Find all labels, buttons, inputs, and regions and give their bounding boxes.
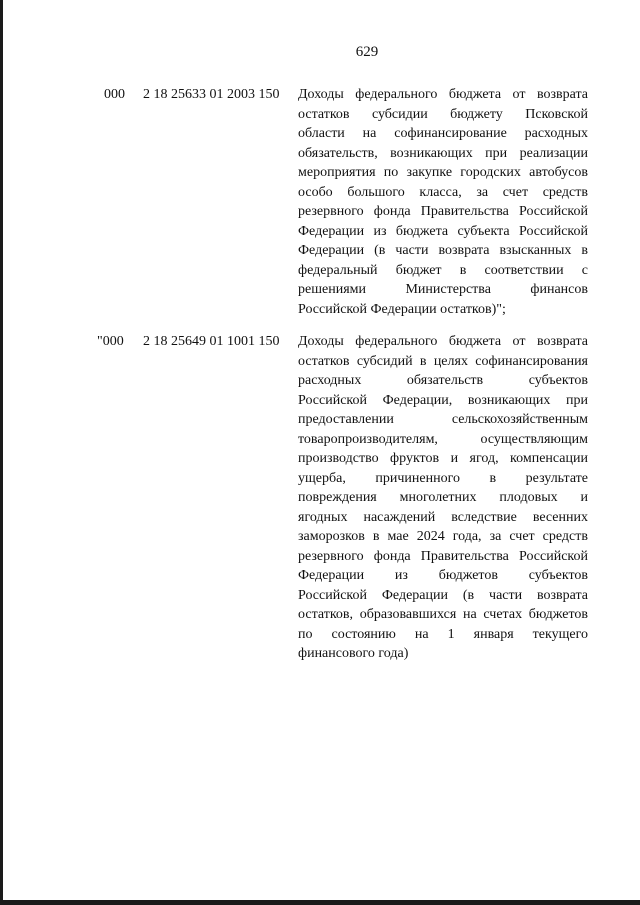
- description-line: финансового года): [298, 646, 409, 661]
- admin-code: 000: [104, 87, 125, 102]
- description-line: Российской Федерации (в части возврата: [298, 587, 588, 603]
- entry-description: [298, 85, 588, 319]
- description-line: особо большого класса, за счет средств: [298, 184, 588, 200]
- page-left-edge: [0, 0, 3, 905]
- description-line: резервного фонда Правительства Российской: [298, 204, 588, 219]
- budget-classification-code: 2 18 25633 01 2003 150: [143, 87, 280, 102]
- budget-classification-code: 2 18 25649 01 1001 150: [143, 334, 280, 349]
- description-line: повреждения многолетних плодовых и: [298, 490, 588, 505]
- description-line: предоставлении сельскохозяйственным: [298, 412, 588, 427]
- description-line: Федерации из бюджета субъекта Российской: [298, 223, 588, 239]
- description-line: Федерации из бюджетов субъектов: [298, 568, 588, 583]
- description-line: решениями Министерства финансов: [298, 282, 588, 297]
- page-bottom-edge: [0, 900, 640, 905]
- entry-description: [298, 332, 588, 664]
- description-line: резервного фонда Правительства Российской: [298, 548, 588, 564]
- description-line: расходных обязательств субъектов: [298, 373, 588, 388]
- description-line: по состоянию на 1 января текущего: [298, 626, 588, 642]
- description-line: Доходы федерального бюджета от возврата: [298, 87, 588, 102]
- description-line: товаропроизводителям, осуществляющим: [298, 431, 588, 447]
- description-line: Федерации (в части возврата взысканных в: [298, 243, 588, 258]
- description-line: обязательств, возникающих при реализации: [298, 145, 588, 161]
- description-line: заморозков в мае 2024 года, за счет средств: [298, 529, 588, 544]
- description-line: остатков субсидии бюджету Псковской: [298, 106, 588, 122]
- page-number: 629: [355, 44, 379, 60]
- description-line: ущерба, причиненного в результате: [298, 470, 588, 486]
- description-line: остатков субсидий в целях софинансирования: [298, 353, 588, 369]
- description-line: остатков, образовавшихся на счетах бюджетов: [298, 607, 588, 622]
- description-line: федеральный бюджет в соответствии с: [298, 262, 588, 278]
- description-line: Российской Федерации, возникающих при: [298, 392, 588, 408]
- description-line: области на софинансирование расходных: [298, 126, 588, 141]
- description-line: мероприятия по закупке городских автобусов: [298, 165, 588, 180]
- description-line: Доходы федерального бюджета от возврата: [298, 334, 588, 349]
- description-line: Российской Федерации остатков)";: [298, 301, 506, 317]
- admin-code: "000: [97, 334, 124, 349]
- description-line: производство фруктов и ягод, компенсации: [298, 451, 588, 466]
- description-line: ягодных насаждений вследствие весенних: [298, 509, 588, 525]
